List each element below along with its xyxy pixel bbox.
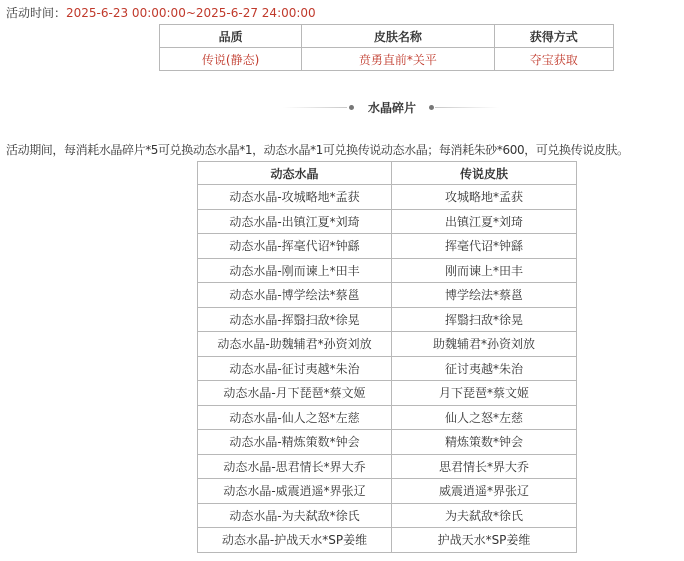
header-obtain-method: 获得方式 (494, 25, 613, 48)
table-row (198, 430, 577, 455)
table-row (198, 356, 577, 381)
table-row (198, 258, 577, 283)
crystal-item: 动态水晶-攻城略地*孟获 (198, 185, 392, 210)
crystal-item: 动态水晶-博学绘法*蔡邕 (198, 283, 392, 308)
divider-line-right (435, 107, 499, 108)
legend-skin: 挥翳扫敌*徐晃 (392, 307, 577, 332)
table-row (198, 503, 577, 528)
legend-skin: 博学绘法*蔡邕 (392, 283, 577, 308)
legend-skin: 助魏辅君*孙资刘放 (392, 332, 577, 357)
crystal-exchange-table (197, 161, 577, 553)
legend-skin: 为夫弑敌*徐氏 (392, 503, 577, 528)
crystal-item: 动态水晶-思君情长*界大乔 (198, 454, 392, 479)
crystal-item: 动态水晶-为夫弑敌*徐氏 (198, 503, 392, 528)
crystal-item: 动态水晶-威震逍遥*界张辽 (198, 479, 392, 504)
table-row (198, 307, 577, 332)
section-title: 水晶碎片 (367, 101, 416, 115)
section-heading (0, 96, 684, 116)
table-row (198, 185, 577, 210)
crystal-item: 动态水晶-助魏辅君*孙资刘放 (198, 332, 392, 357)
skin-info-table (159, 24, 614, 71)
crystal-item: 动态水晶-仙人之怒*左慈 (198, 405, 392, 430)
bullet-dot-icon (429, 105, 434, 110)
crystal-item: 动态水晶-挥翳扫敌*徐晃 (198, 307, 392, 332)
header-legend-skin: 传说皮肤 (392, 162, 577, 185)
table-header-row (160, 25, 614, 48)
legend-skin: 挥毫代诏*钟繇 (392, 234, 577, 259)
table-row (160, 48, 614, 71)
crystal-item: 动态水晶-精炼策数*钟会 (198, 430, 392, 455)
legend-skin: 精炼策数*钟会 (392, 430, 577, 455)
header-quality: 品质 (160, 25, 302, 48)
table-row (198, 234, 577, 259)
crystal-item: 动态水晶-护战天水*SP姜维 (198, 528, 392, 553)
table-row (198, 283, 577, 308)
legend-skin: 月下琵琶*蔡文姬 (392, 381, 577, 406)
skin-quality: 传说(静态) (160, 48, 302, 71)
crystal-item: 动态水晶-征讨夷越*朱治 (198, 356, 392, 381)
legend-skin: 刚而谏上*田丰 (392, 258, 577, 283)
table-row (198, 209, 577, 234)
crystal-item: 动态水晶-挥毫代诏*钟繇 (198, 234, 392, 259)
header-dynamic-crystal: 动态水晶 (198, 162, 392, 185)
section-description: 活动期间，每消耗水晶碎片*5可兑换动态水晶*1，动态水晶*1可兑换传说动态水晶；每消耗朱砂*600，可兑换传说皮肤。 (6, 143, 629, 157)
crystal-item: 动态水晶-出镇江夏*刘琦 (198, 209, 392, 234)
crystal-table-body (198, 185, 577, 553)
event-period-label: 活动时间： (6, 6, 67, 20)
event-period-value: 2025-6-23 00:00:00~2025-6-27 24:00:00 (66, 6, 316, 20)
crystal-item: 动态水晶-月下琵琶*蔡文姬 (198, 381, 392, 406)
event-period (6, 4, 316, 21)
divider-line-left (283, 107, 347, 108)
table-row (198, 528, 577, 553)
bullet-dot-icon (349, 105, 354, 110)
legend-skin: 征讨夷越*朱治 (392, 356, 577, 381)
table-header-row (198, 162, 577, 185)
crystal-item: 动态水晶-刚而谏上*田丰 (198, 258, 392, 283)
skin-name: 贲勇直前*关平 (302, 48, 494, 71)
legend-skin: 威震逍遥*界张辽 (392, 479, 577, 504)
table-row (198, 405, 577, 430)
table-row (198, 479, 577, 504)
legend-skin: 思君情长*界大乔 (392, 454, 577, 479)
table-row (198, 332, 577, 357)
header-skin-name: 皮肤名称 (302, 25, 494, 48)
table-row (198, 454, 577, 479)
legend-skin: 出镇江夏*刘琦 (392, 209, 577, 234)
legend-skin: 护战天水*SP姜维 (392, 528, 577, 553)
table-row (198, 381, 577, 406)
legend-skin: 攻城略地*孟获 (392, 185, 577, 210)
skin-obtain-method: 夺宝获取 (494, 48, 613, 71)
legend-skin: 仙人之怒*左慈 (392, 405, 577, 430)
